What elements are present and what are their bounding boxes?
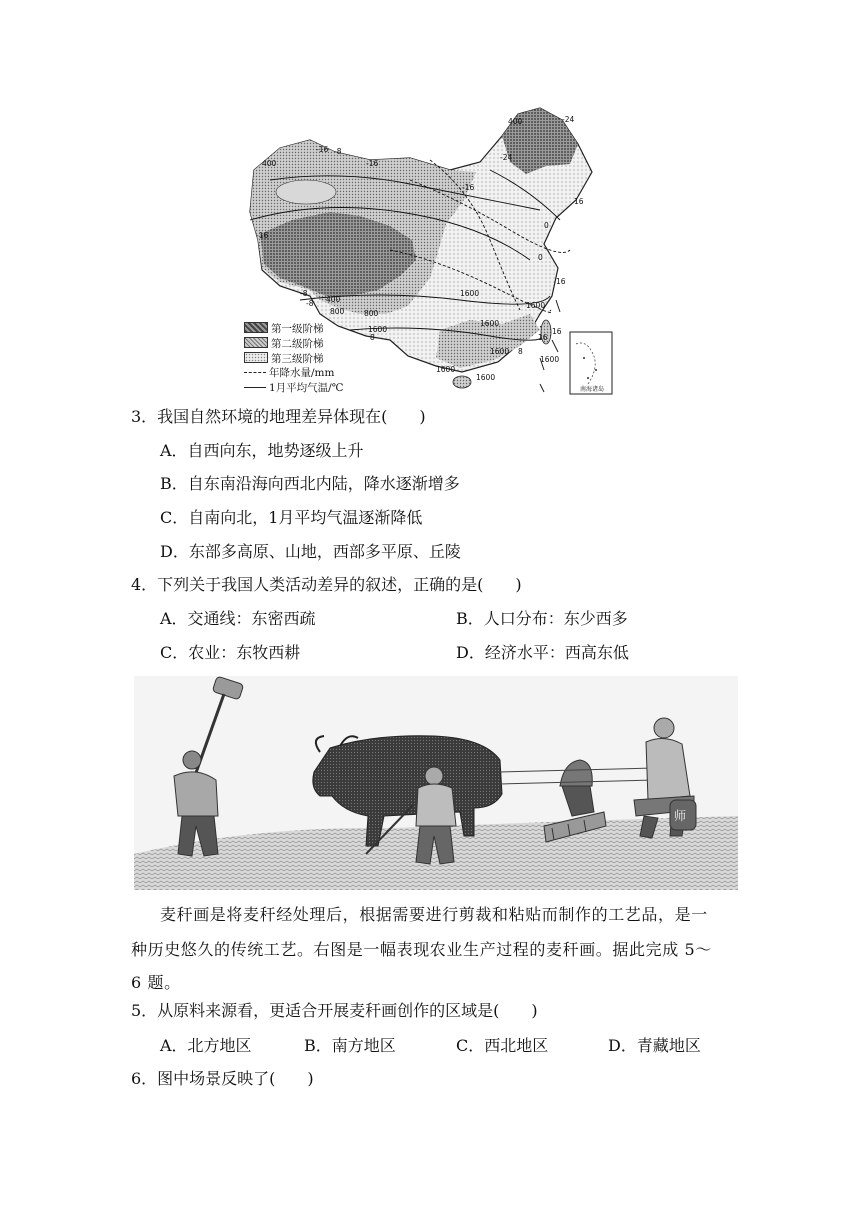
legend-swatch [244, 322, 268, 333]
question-4-option-d[interactable]: D．经济水平：西高东低 [456, 643, 629, 662]
contour-label: -8 [334, 147, 342, 156]
south-china-sea-inset [570, 332, 612, 394]
contour-label: -8 [300, 289, 308, 298]
question-5-option-c[interactable]: C．西北地区 [456, 1036, 549, 1055]
contour-label: -16 [462, 183, 475, 192]
question-5-option-b[interactable]: B．南方地区 [304, 1036, 396, 1055]
legend-item [244, 382, 343, 394]
contour-label: 400 [262, 159, 277, 168]
question-3-option-c[interactable]: C．自南向北，1月平均气温逐渐降低 [160, 508, 423, 527]
contour-label: 1600 [490, 347, 510, 356]
contour-label: 8 [518, 347, 523, 356]
question-4-stem: 4．下列关于我国人类活动差异的叙述，正确的是( ) [131, 575, 522, 594]
question-3-option-a[interactable]: A．自西向东，地势逐级上升 [160, 441, 364, 460]
legend-item [244, 322, 324, 335]
question-5-option-d[interactable]: D．青藏地区 [608, 1036, 701, 1055]
legend-dashed-line [244, 372, 266, 373]
contour-label: 8 [370, 333, 375, 342]
contour-label: -16 [316, 145, 329, 154]
contour-label: -24 [500, 153, 513, 162]
contour-label: 16 [556, 277, 566, 286]
contour-label: 1600 [480, 319, 500, 328]
contour-label: 16 [574, 197, 584, 206]
legend-label: 第二级阶梯 [271, 338, 324, 350]
contour-label: 400 [508, 117, 523, 126]
legend-swatch [244, 337, 268, 348]
legend-label: 年降水量/mm [269, 367, 335, 379]
contour-label: 1600 [368, 325, 388, 334]
contour-label: 0 [538, 253, 543, 262]
legend-solid-line [244, 387, 266, 388]
contour-label: 1600 [460, 289, 480, 298]
legend-item [244, 367, 334, 379]
china-terrain-map-figure [240, 100, 618, 398]
painting-signature: 师 [674, 809, 687, 823]
contour-label: 0 [544, 221, 549, 230]
map-legend [244, 322, 384, 398]
question-4-option-b[interactable]: B．人口分布：东少西多 [456, 609, 628, 628]
contour-label: 800 [330, 307, 345, 316]
legend-item [244, 352, 324, 365]
passage-line-1: 麦秆画是将麦秆经处理后，根据需要进行剪裁和粘贴而制作的工艺品，是一 [160, 905, 708, 924]
contour-label: 800 [364, 309, 379, 318]
legend-swatch [244, 352, 268, 363]
contour-label: 1600 [540, 355, 560, 364]
legend-label: 第一级阶梯 [271, 323, 324, 335]
straw-painting-image [134, 676, 738, 890]
contour-label: -8 [306, 299, 314, 308]
legend-label: 第三级阶梯 [271, 353, 324, 365]
question-3-stem: 3．我国自然环境的地理差异体现在( ) [131, 407, 426, 426]
question-5-stem: 5．从原料来源看，更适合开展麦秆画创作的区域是( ) [131, 1001, 538, 1020]
question-6-stem: 6．图中场景反映了( ) [131, 1069, 314, 1088]
question-5-option-a[interactable]: A．北方地区 [160, 1036, 252, 1055]
legend-item [244, 337, 324, 350]
contour-label: 400 [326, 295, 341, 304]
contour-label: -16 [366, 159, 379, 168]
contour-label: 1600 [526, 301, 546, 310]
inset-label: 南海诸岛 [580, 386, 605, 393]
question-4-option-c[interactable]: C．农业：东牧西耕 [160, 643, 301, 662]
question-3-option-d[interactable]: D．东部多高原、山地，西部多平原、丘陵 [160, 542, 461, 561]
contour-label: -16 [256, 231, 269, 240]
legend-label: 1月平均气温/℃ [269, 382, 344, 394]
passage-line-2: 种历史悠久的传统工艺。右图是一幅表现农业生产过程的麦秆画。据此完成 5～ [131, 940, 712, 959]
contour-label: 16 [538, 333, 548, 342]
contour-label: 1600 [436, 365, 456, 374]
question-4-option-a[interactable]: A．交通线：东密西疏 [160, 609, 316, 628]
contour-label: 16 [552, 327, 562, 336]
passage-line-3: 6 题。 [131, 973, 181, 992]
question-3-option-b[interactable]: B．自东南沿海向西北内陆，降水逐渐增多 [160, 474, 460, 493]
contour-label: -24 [562, 115, 575, 124]
straw-painting-svg [134, 676, 738, 890]
contour-label: 1600 [476, 373, 496, 382]
